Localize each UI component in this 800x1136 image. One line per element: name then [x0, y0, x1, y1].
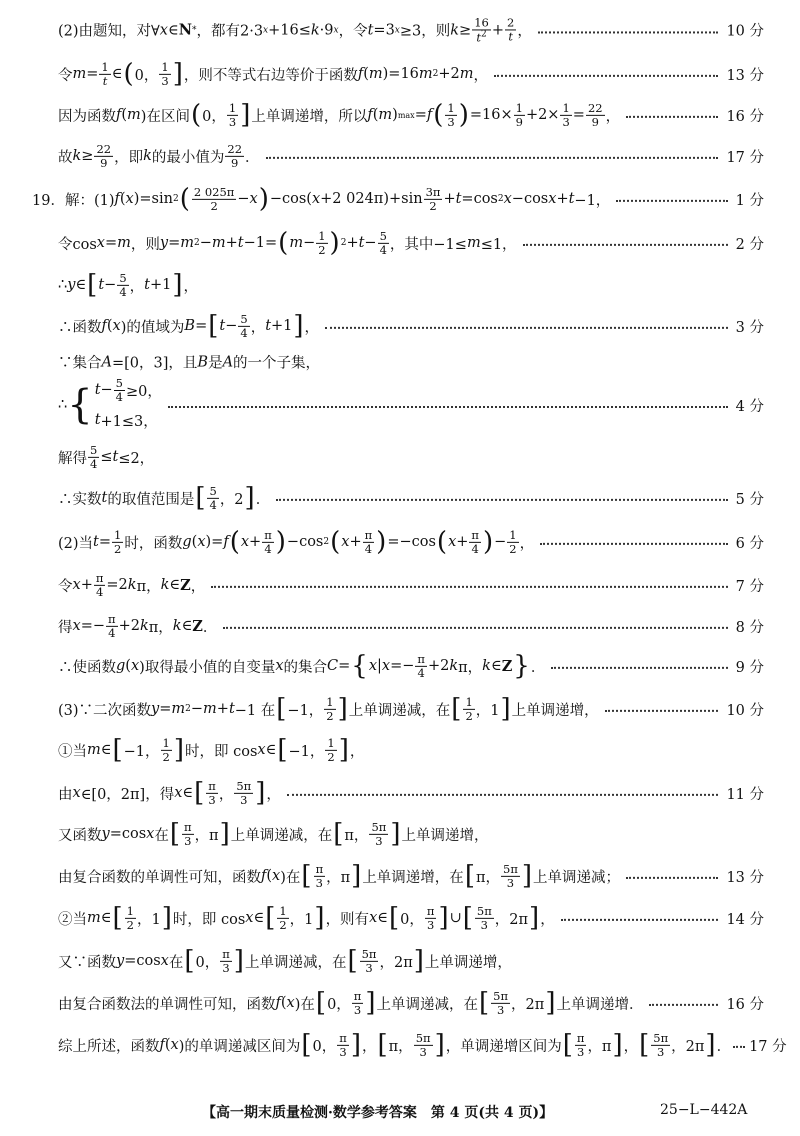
solution-line — [58, 572, 764, 598]
solution-line — [58, 375, 764, 435]
line-text: ∴ { t − 5 4 ≥0， t +1≤3， — [58, 375, 162, 430]
solution-line — [58, 780, 764, 806]
solution-line — [58, 905, 764, 931]
score-label: 1 分 — [735, 192, 764, 209]
line-text: ∴实数 t 的取值范围是 [ 5 4 ，2 ] ． — [58, 483, 271, 513]
solution-line — [58, 696, 764, 722]
score-label: 10 分 — [726, 23, 764, 40]
line-text: 令 x + π 4 =2 k π， k ∈ Z ， — [58, 570, 206, 599]
solution-line — [58, 444, 764, 470]
solution-line — [58, 653, 764, 679]
solution-line — [58, 863, 764, 889]
score-label: 8 分 — [735, 619, 764, 636]
solution-line — [58, 613, 764, 639]
line-text: 令 m = 1 t ∈ ( 0， 1 3 ] ，则不等式右边等价于函数 f ( m )=16 m 2 +2 m ， — [58, 59, 489, 89]
line-text: ∴函数 f ( x )的值域为 B = [ t − 5 4 ， t +1 ] ， — [58, 311, 320, 341]
solution-line — [58, 230, 764, 256]
line-text: (2)由题知，对∀ x ∈ N * ，都有2·3 x +16≤ k ·9 x ，令 t =3 x ≥3，则 k ≥ 16 $t^2$ + 2 t ， — [58, 15, 532, 44]
score-label: 13 分 — [726, 869, 764, 886]
score-label: 17 分 — [749, 1038, 787, 1055]
solution-line — [58, 990, 764, 1016]
solution-line — [58, 61, 764, 87]
line-text: 故 k ≥ 22 9 ，即 k 的最小值为 22 9 ． — [58, 141, 260, 170]
solution-line — [58, 948, 764, 974]
line-text: 解得 5 4 ≤ t ≤2， — [58, 442, 155, 471]
line-text: 19．解：(1) f ( x )=sin 2 ( 2 025π 2 − x ) −cos( x +2 024π)+sin 3π 2 + t =cos 2 x −cos x + t −1， — [32, 184, 611, 214]
score-label: 2 分 — [735, 236, 764, 253]
solution-line — [58, 529, 764, 555]
score-label: 17 分 — [726, 149, 764, 166]
score-label: 16 分 — [726, 996, 764, 1013]
line-text: 得 x =− π 4 +2 k π， k ∈ Z ． — [58, 611, 218, 640]
solution-line — [58, 16, 764, 43]
solution-line — [32, 186, 764, 212]
document-code: 25−L−442A — [660, 1102, 748, 1118]
line-text: ②当 m ∈ [ 1 2 ，1 ] 时，即 cos x ∈ [ 1 2 ，1 ] ，则有 x ∈ [ 0， π 3 ] ∪ [ 5π 3 ，2π ] ， — [58, 903, 555, 933]
page-footer-title: 【高一期末质量检测·数学参考答案 第 4 页(共 4 页)】 — [202, 1105, 554, 1121]
score-label: 4 分 — [735, 398, 764, 415]
solution-line — [58, 143, 764, 169]
score-label: 5 分 — [735, 491, 764, 508]
line-text: ∵集合 A =[0，3]，且 B 是 A 的一个子集， — [58, 354, 321, 372]
solution-line — [58, 1030, 787, 1060]
line-text: 由复合函数的单调性可知，函数 f ( x )在 [ π 3 ，π ] 上单调递增，在 [ π， 5π 3 ] 上单调递减； — [58, 861, 621, 891]
score-label: 11 分 — [726, 786, 764, 803]
score-label: 9 分 — [735, 659, 764, 676]
solution-line — [58, 485, 764, 511]
score-label: 13 分 — [726, 67, 764, 84]
score-label: 14 分 — [726, 911, 764, 928]
solution-line — [58, 102, 764, 128]
score-label: 7 分 — [735, 578, 764, 595]
score-label: 16 分 — [726, 108, 764, 125]
line-text: 又∵函数 y =cos x 在 [ 0， π 3 ] 上单调递减，在 [ 5π 3 ，2π ] 上单调递增， — [58, 946, 512, 976]
solution-line — [58, 821, 764, 847]
line-text: ①当 m ∈ [ −1， 1 2 ] 时，即 cos x ∈ [ −1， 1 2 ] ， — [58, 735, 365, 765]
line-text: 综上所述，函数 f ( x )的单调递减区间为 [ 0， π 3 ] ， [ π， 5π 3 ] ，单调递增区间为 [ π 3 ，π ] ， [ 5π 3 ，2π ] ． — [58, 1030, 732, 1060]
line-text: 由 x ∈[0，2π]，得 x ∈ [ π 3 ， 5π 3 ] ， — [58, 778, 281, 808]
line-text: (2)当 t = 1 2 时，函数 g ( x )= f ( x + π 4 ) −cos 2 ( x + π 4 ) =−cos ( x + π 4 ) − 1 2 ， — [58, 527, 535, 557]
line-text: ∴使函数 g ( x )取得最小值的自变量 x 的集合 C = { x | x =− π 4 +2 k π， k ∈ Z } ． — [58, 651, 546, 681]
solution-line — [58, 352, 764, 373]
line-text: 由复合函数法的单调性可知，函数 f ( x )在 [ 0， π 3 ] 上单调递减，在 [ 5π 3 ，2π ] 上单调递增． — [58, 988, 644, 1018]
line-text: ∴ y ∈ [ t − 5 4 ， t +1 ] ， — [58, 270, 198, 300]
solution-line — [58, 272, 764, 298]
line-text: 又函数 y =cos x 在 [ π 3 ，π ] 上单调递减，在 [ π， 5π 3 ] 上单调递增， — [58, 819, 489, 849]
line-text: 因为函数 f ( m )在区间 ( 0， 1 3 ] 上单调递增，所以 f ( m ) max = f ( 1 3 ) =16× 1 9 +2× 1 3 = 22 9 ， — [58, 100, 621, 130]
solution-line — [58, 737, 764, 763]
score-label: 6 分 — [735, 535, 764, 552]
line-text: 令cos x = m ，则 y = m 2 − m + t −1= ( m − 1 2 ) 2 + t − 5 4 ，其中−1≤ m ≤1， — [58, 228, 517, 258]
solution-line — [58, 313, 764, 339]
line-text: (3)∵二次函数 y = m 2 − m + t −1 在 [ −1， 1 2 ] 上单调递减，在 [ 1 2 ，1 ] 上单调递增， — [58, 694, 599, 724]
score-label: 3 分 — [735, 319, 764, 336]
score-label: 10 分 — [726, 702, 764, 719]
